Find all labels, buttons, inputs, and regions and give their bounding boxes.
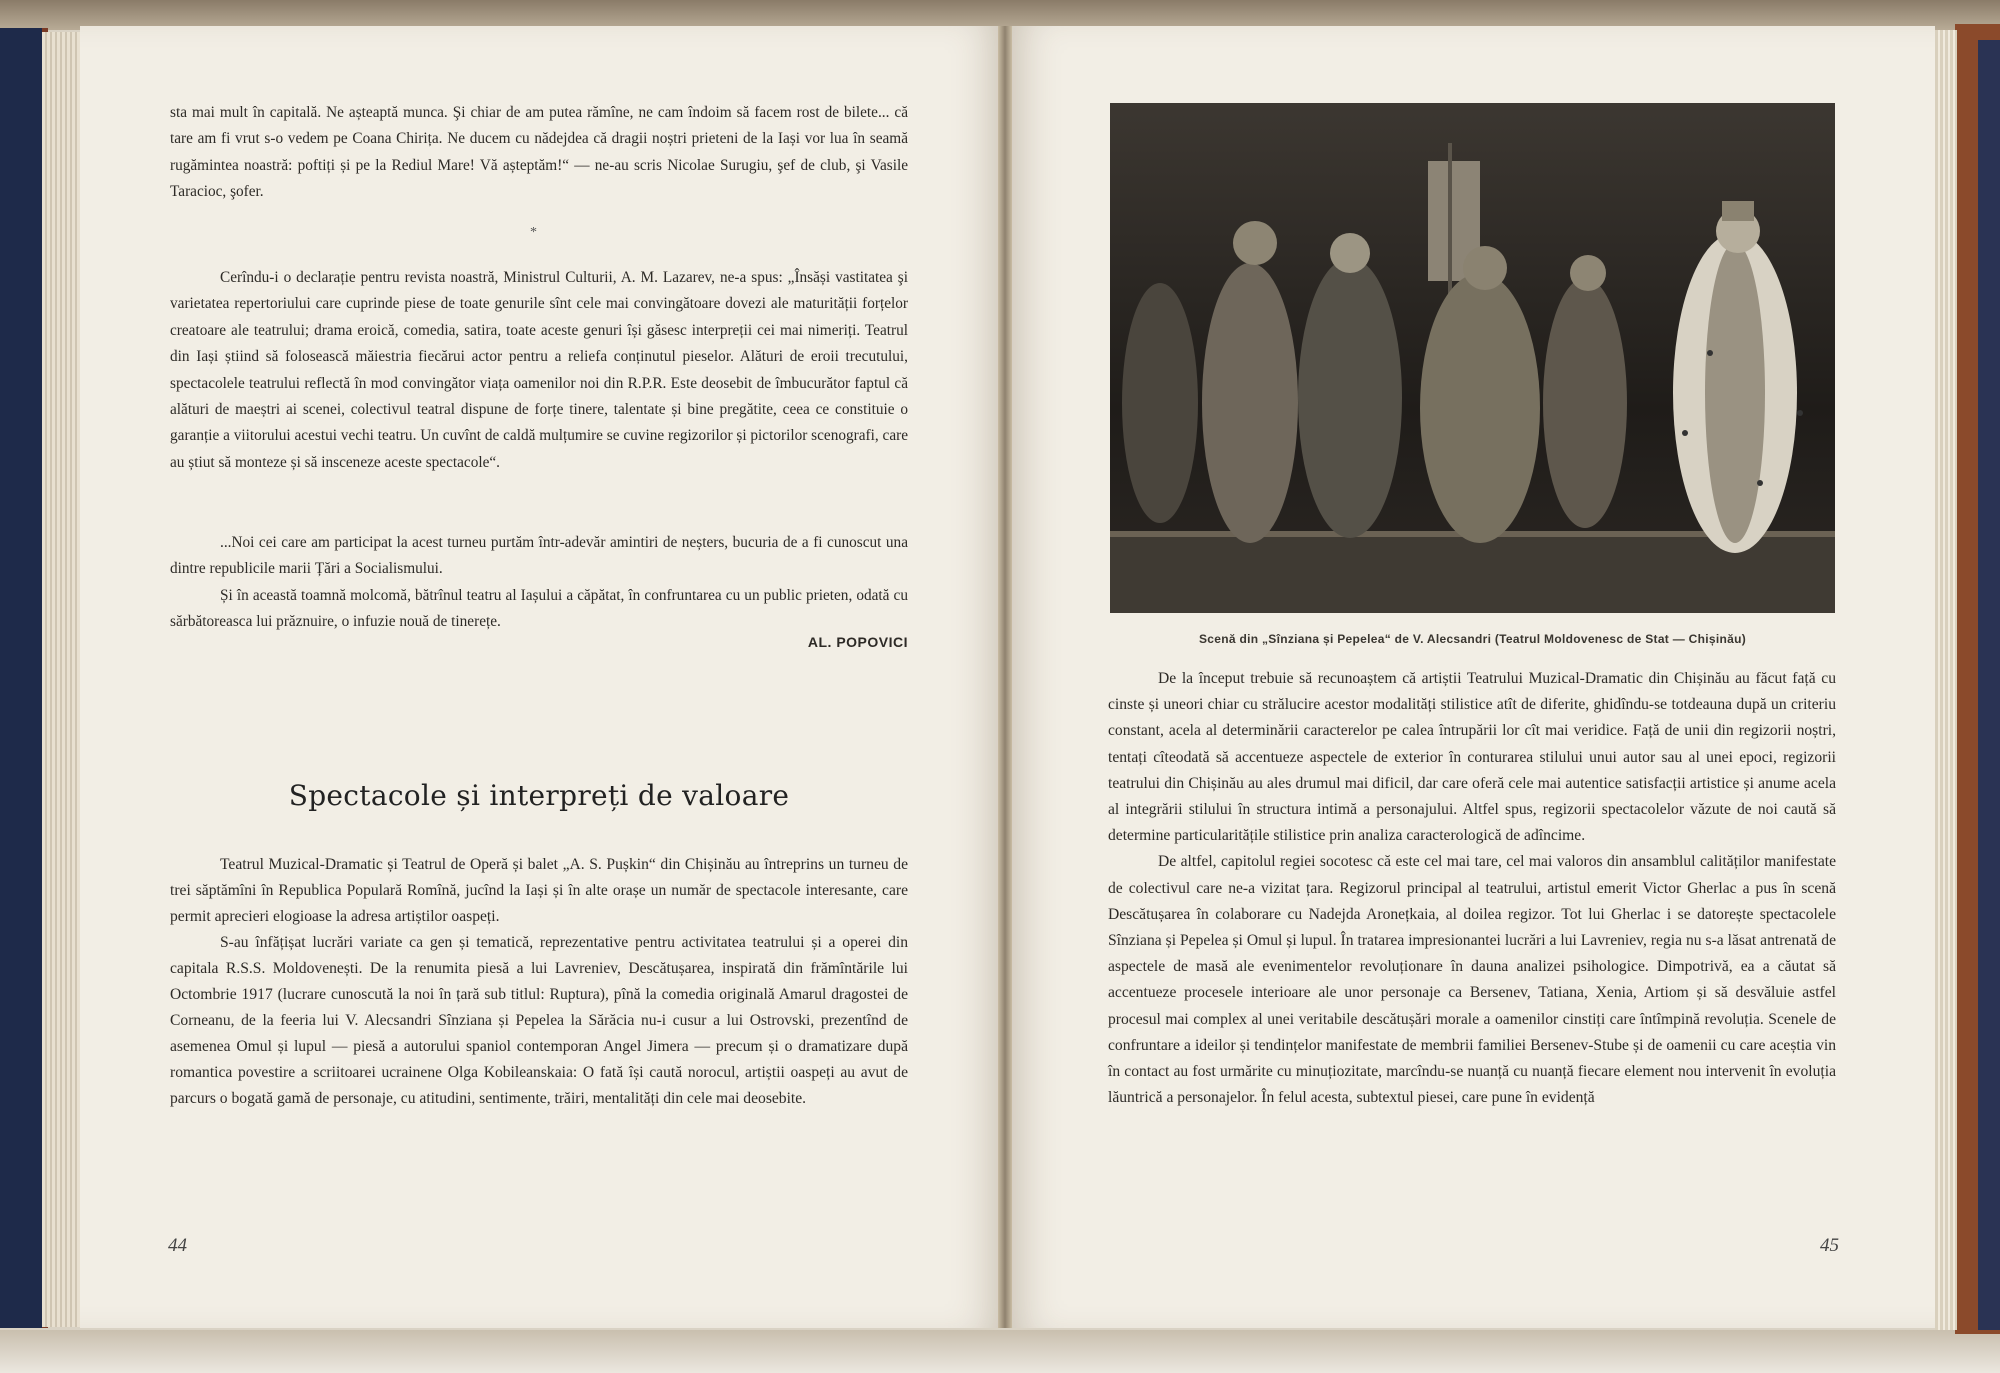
page-edges-left (42, 32, 80, 1327)
background-bottom (0, 1330, 2000, 1373)
page-number-left: 44 (168, 1235, 187, 1256)
left-top-text (170, 100, 908, 206)
book-gutter (998, 26, 1012, 1328)
photo-caption: Scenă din „Sînziana și Pepelea“ de V. Alecsandri (Teatrul Moldovenesc de Stat — Chișinău) (1198, 632, 1747, 646)
article-title: Spectacole și interpreți de valoare (288, 779, 790, 812)
right-paragraph-2: De altfel, capitolul regiei socotesc că este cel mai tare, cel mai valoros din ansamblul calităților manifestate de colectivul care ne-a vizitat țara. Regizorul principal al teatrului, artistul emerit Victor Gherlac a pus în scenă Descătușarea în colaborare cu Nadejda Aronețkaia, al doilea regizor. Tot lui Gherlac i se datorește spectacolele Sînziana și Pepelea și Omul și lupul. În tratarea impresionantei lucrări a lui Lavreniev, regia nu s-a lăsat antrenată de aspectele de masă ale evenimentelor revoluționare în dauna analizei psihologice. Dimpotrivă, ea a căutat să accentueze procesele interioare ale unor personaje ca Bersenev, Tatiana, Xenia, Artiom și să desvăluie astfel procesul mai complex al unei veritabile descătușări morale a oamenilor cinstiți care întîmpină revoluția. Scenele de confruntare a ideilor și tendințelor manifestate de membrii familiei Bersenev-Stube și de oamenii cu care aceștia vin în contact au fost urmărite cu minuțiozitate, marcîndu-se nuanță cu nuanță fiecare element nou intervenit în evoluția lăuntrică a personajelor. În felul acesta, subtextul piesei, care pune în evidență (1108, 853, 1836, 1107)
top-paragraph: sta mai mult în capitală. Ne așteaptă munca. Şi chiar de am putea rămîne, ne cam îndoim să facem rost de bilete... că tare am fi vrut s-o vedem pe Coana Chirița. Ne ducem cu nădejdea că dragii noștri prieteni de la Iași vor lua în seamă rugămintea noastră: poftiți și pe la Rediul Mare! Vă așteptăm!“ — ne-au scris Nicolae Surugiu, şef de club, şi Vasile Taracioc, şofer. (170, 104, 908, 201)
page-number-right: 45 (1820, 1235, 1839, 1256)
closing-paragraph-2: Și în această toamnă molcomă, bătrînul teatru al Iașului a căpătat, în confruntarea cu un public prieten, odată cu sărbătoreasca lui prăznuire, o infuzie nouă de tinerețe. (170, 586, 908, 631)
left-page (80, 26, 1002, 1328)
left-closing-text (170, 530, 908, 636)
article-author: AL. POPOVICI (807, 634, 908, 650)
article-paragraph-1: Teatrul Muzical-Dramatic și Teatrul de Operă și balet „A. S. Pușkin“ din Chișinău au întreprins un turneu de trei săptămîni în Republica Populară Romînă, jucînd la Iași și în alte orașe un număr de spectacole interesante, care permit aprecieri elogioase la adresa artiștilor oaspeți. (170, 856, 908, 925)
book-cover-right-inner (1978, 40, 2000, 1330)
right-paragraph-1: De la început trebuie să recunoaștem că artiștii Teatrului Muzical-Dramatic din Chișinău au făcut față cu cinste și uneori chiar cu strălucire acestor modalități stilistice atît de diferite, ghidîndu-se totdeauna după un criteriu constant, acela al determinării caracterelor pe calea întrupării lor cît mai veridice. Față de unii din regizorii noștri, tentați cîteodată să accentueze aspectele de exterior în conturarea stilului unui autor sau al unei epoci, regizorii teatrului din Chișinău au ales drumul mai dificil, dar care oferă cele mai autentice satisfacții artistice și anume acela al integrării stilului în structura intimă a personajului. Altfel spus, regizorii spectacolelor văzute de noi caută să determine particularitățile stilistice prin analiza caracterologică de adîncime. (1108, 670, 1836, 845)
closing-paragraph-1: ...Noi cei care am participat la acest turneu purtăm într-adevăr amintiri de neșters, bucuria de a fi cunoscut una dintre republicile marii Țări a Socialismului. (170, 534, 908, 578)
page-edges-right (1935, 30, 1957, 1330)
article-body-right (1108, 666, 1836, 1111)
ministry-paragraph: Cerîndu-i o declarație pentru revista noastră, Ministrul Culturii, A. M. Lazarev, ne-a spus: „Însăși vastitatea şi varietatea repertoriului care cuprinde piese de toate genurile sînt cele mai convingătoare dovezi ale maturității forțelor creatoare ale teatrului; drama eroică, comedia, satira, toate aceste genuri își găsesc interpreții cei mai nimeriți. Teatrul din Iași știind să folosească măiestria fiecărui actor pentru a reliefa conținutul pieselor. Alături de eroii trecutului, spectacolele teatrului reflectă în mod convingător viața oamenilor noi din R.P.R. Este deosebit de îmbucurător faptul că alături de maeștri ai scenei, colectivul teatral dispune de forțe tinere, talentate și bine pregătite, ceea ce constituie o garanție a viitorului acestui vechi teatru. Un cuvînt de caldă mulțumire se cuvine regizorilor și pictorilor scenografi, care au știut să monteze și să insceneze aceste spectacole“. (170, 269, 908, 471)
section-separator: * (530, 225, 537, 240)
stage-photo (1110, 103, 1835, 613)
article-body-left (170, 852, 908, 1112)
left-middle-text (170, 265, 908, 476)
book-cover-left (0, 28, 48, 1328)
article-paragraph-2: S-au înfățișat lucrări variate ca gen și tematică, reprezentative pentru activitatea teatrului și a operei din capitala R.S.S. Moldovenești. De la renumita piesă a lui Lavreniev, Descătușarea, inspirată din frămîntările lui Octombrie 1917 (lucrare cunoscută la noi în țară sub titlul: Ruptura), pînă la comedia originală Amarul dragostei de Corneanu, de la feeria lui V. Alecsandri Sînziana și Pepelea la Sărăcia nu-i cusur a lui Ostrovski, prezentînd de asemenea Omul și lupul — piesă a autorului spaniol contemporan Angel Jimera — precum și o dramatizare după romantica povestire a scriitoarei ucrainene Olga Kobileanskaia: O fată își caută norocul, artiștii oaspeți au avut de parcurs o bogată gamă de personaje, cu atitudini, sentimente, trăiri, mentalități din cele mai deosebite. (170, 934, 908, 1107)
